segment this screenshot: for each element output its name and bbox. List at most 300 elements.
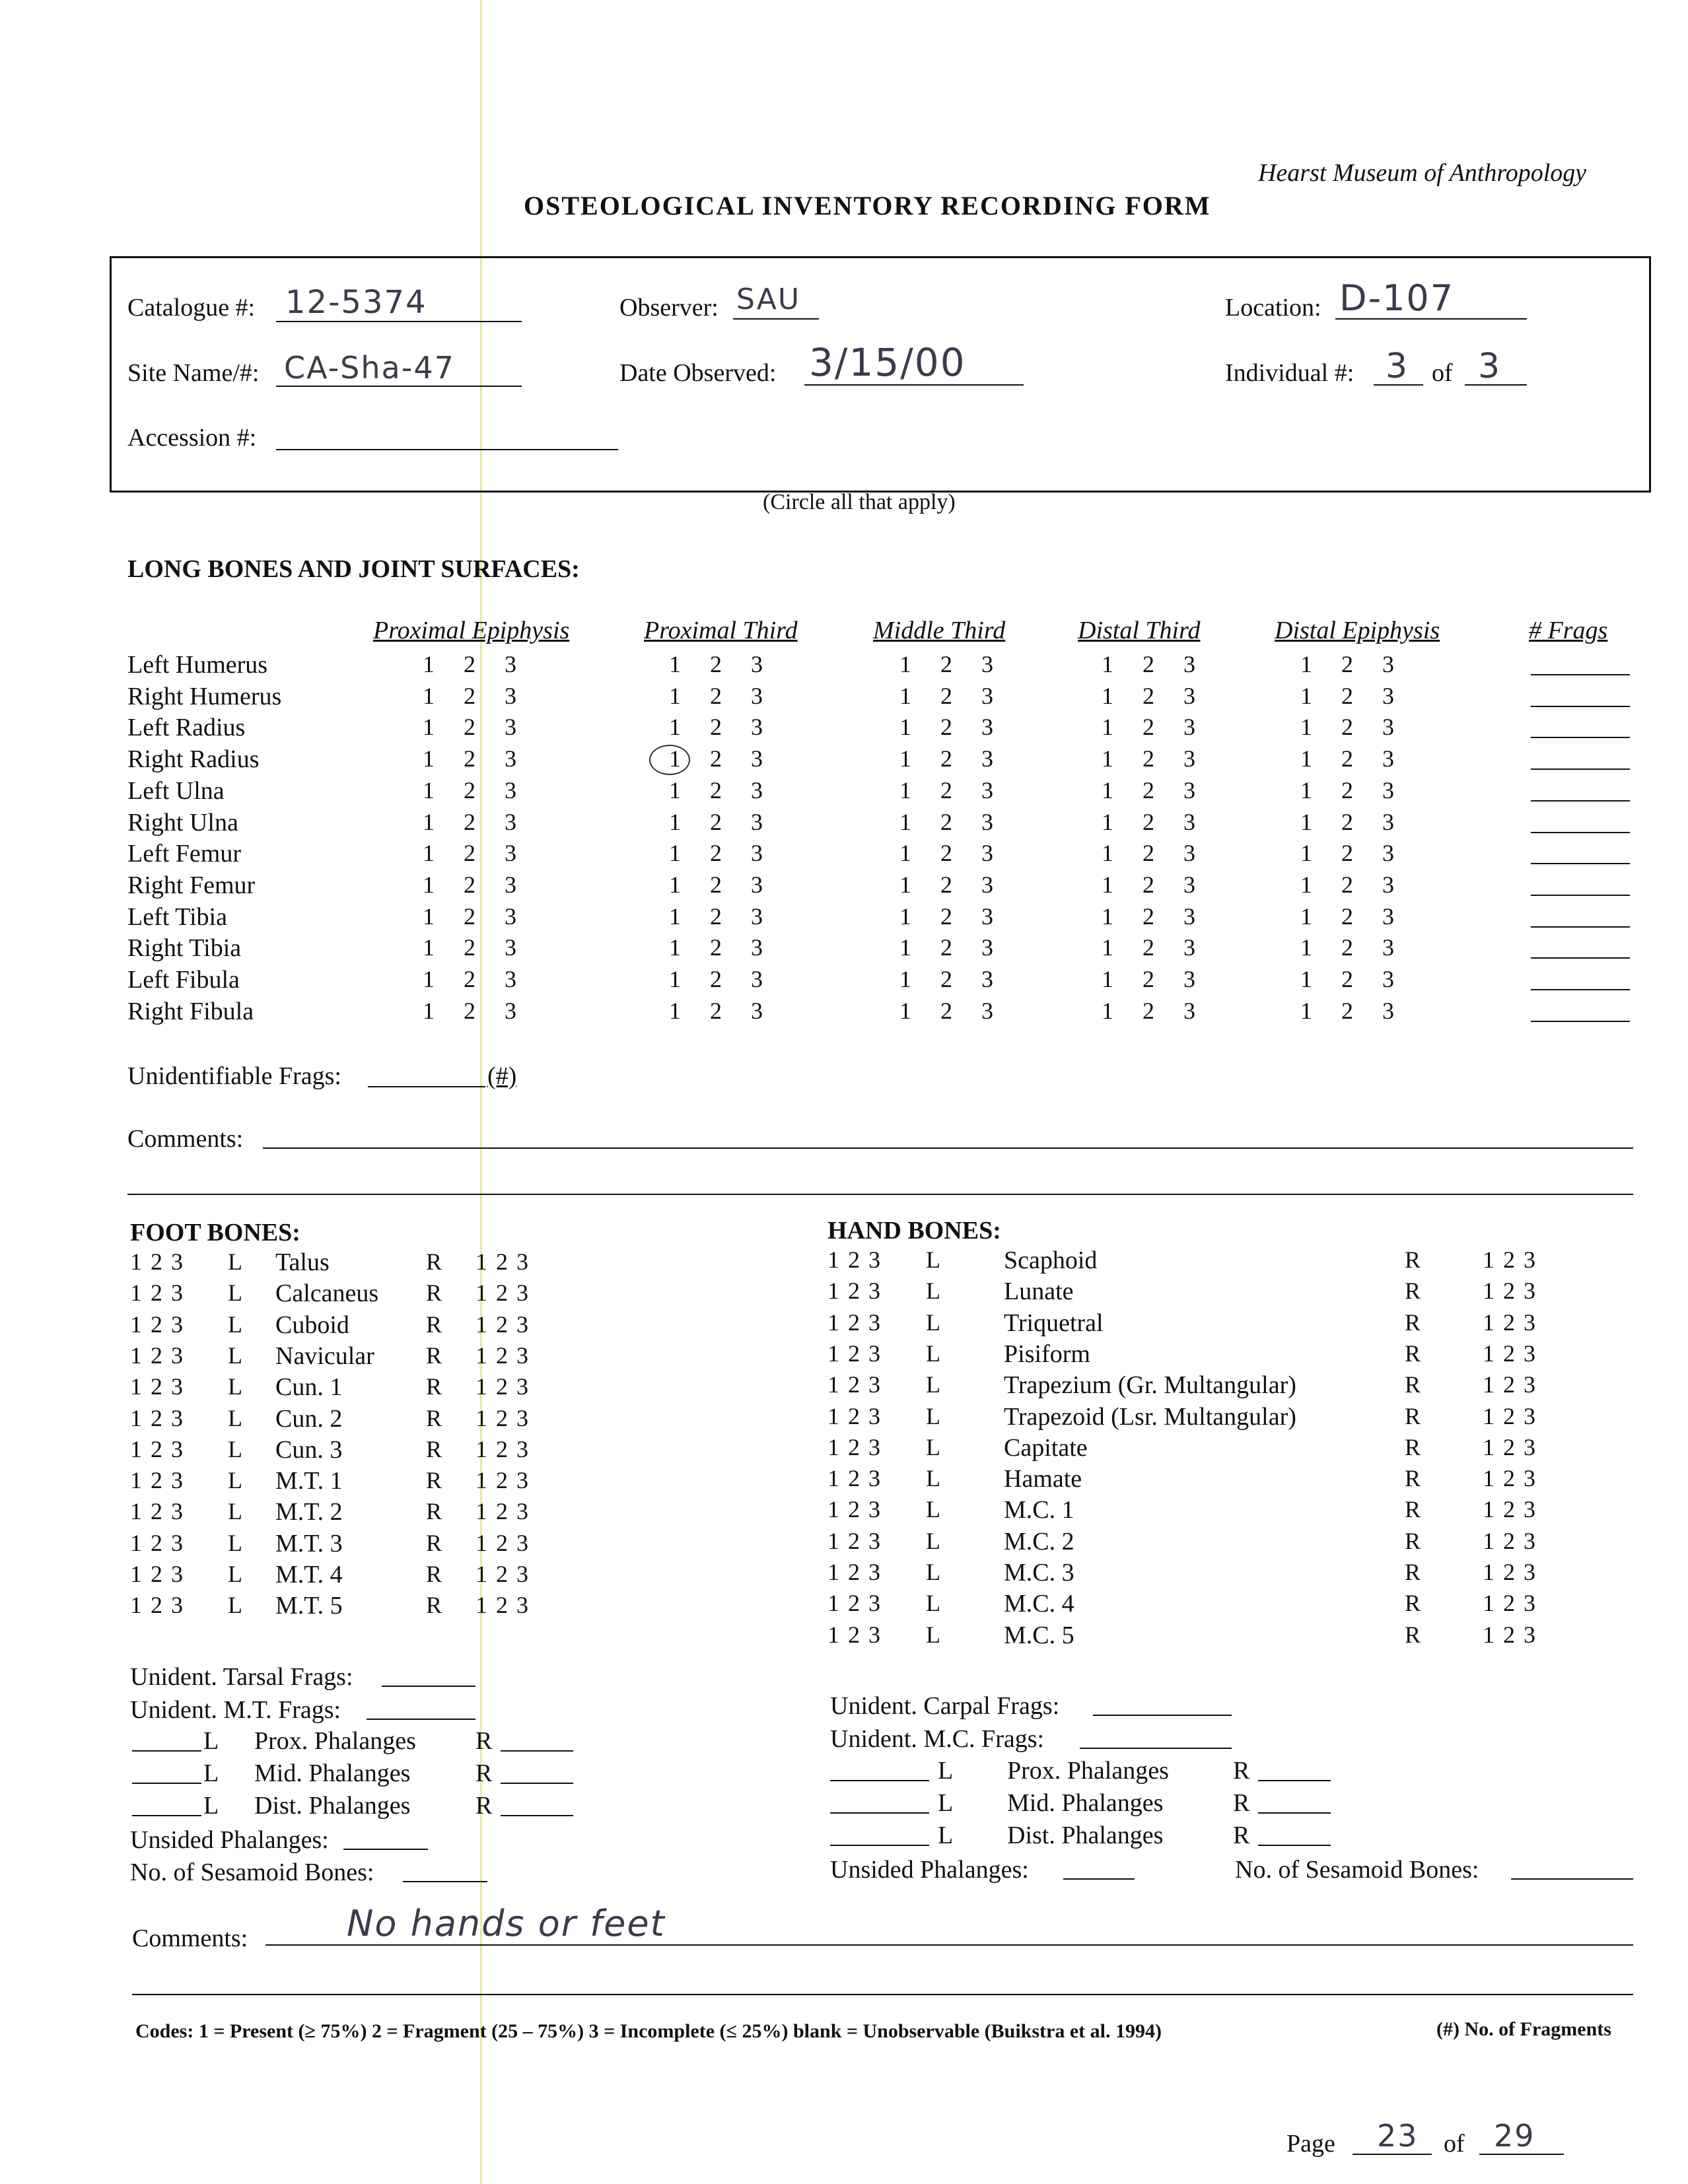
foot-right-codes-cun-1[interactable]: 1 2 3 [475,1373,528,1400]
foot-right-codes-navicular[interactable]: 1 2 3 [475,1342,528,1369]
code-left-radius-col1-3[interactable]: 3 [505,714,516,740]
code-right-femur-col3-2[interactable]: 2 [940,871,952,898]
code-left-femur-col2-2[interactable]: 2 [710,840,722,866]
hand-bone-capitate: Capitate [1004,1434,1088,1462]
code-left-tibia-col3-3[interactable]: 3 [981,903,993,930]
code-left-radius-col5-1[interactable]: 1 [1300,714,1312,740]
code-right-ulna-col2-3[interactable]: 3 [751,809,763,835]
frags-field-right-humerus[interactable] [1531,706,1630,707]
code-right-humerus-col4-1[interactable]: 1 [1102,683,1113,709]
code-right-tibia-col1-3[interactable]: 3 [505,934,516,961]
code-right-radius-col2-2[interactable]: 2 [710,745,722,772]
code-right-radius-col3-2[interactable]: 2 [940,745,952,772]
code-right-tibia-col4-3[interactable]: 3 [1183,934,1195,961]
foot-unsided-field[interactable] [343,1849,428,1850]
foot-left-field-prox-phalanges[interactable] [132,1750,201,1752]
code-left-ulna-col2-2[interactable]: 2 [710,777,722,803]
code-right-radius-col3-1[interactable]: 1 [899,745,911,772]
code-left-humerus-col1-3[interactable]: 3 [505,651,516,677]
hand-right-codes-m-c-1[interactable]: 1 2 3 [1483,1496,1535,1522]
code-right-ulna-col4-1[interactable]: 1 [1102,809,1113,835]
code-left-fibula-col5-3[interactable]: 3 [1382,966,1394,992]
hand-right-side-m-c-4: R [1405,1590,1421,1616]
date-value[interactable]: 3/15/00 [809,340,966,385]
foot-right-codes-calcaneus[interactable]: 1 2 3 [475,1280,528,1306]
foot-right-codes-m-t-5[interactable]: 1 2 3 [475,1592,528,1618]
code-right-fibula-col4-2[interactable]: 2 [1143,998,1154,1024]
code-left-humerus-col2-2[interactable]: 2 [710,651,722,677]
code-left-tibia-col4-3[interactable]: 3 [1183,903,1195,930]
code-right-radius-col1-2[interactable]: 2 [464,745,475,772]
code-left-tibia-col4-1[interactable]: 1 [1102,903,1113,930]
hand-left-codes-pisiform[interactable]: 1 2 3 [827,1340,880,1367]
row-label-right-radius: Right Radius [127,745,260,773]
code-right-femur-col4-1[interactable]: 1 [1102,871,1113,898]
long-bones-title: LONG BONES AND JOINT SURFACES: [127,555,580,583]
code-right-ulna-col3-1[interactable]: 1 [899,809,911,835]
code-left-radius-col3-3[interactable]: 3 [981,714,993,740]
code-right-fibula-col2-1[interactable]: 1 [669,998,681,1024]
code-right-radius-col5-1[interactable]: 1 [1300,745,1312,772]
code-left-ulna-col5-1[interactable]: 1 [1300,777,1312,803]
code-right-tibia-col3-3[interactable]: 3 [981,934,993,961]
code-left-humerus-col2-3[interactable]: 3 [751,651,763,677]
catalogue-value[interactable]: 12-5374 [285,284,427,321]
code-left-humerus-col1-1[interactable]: 1 [423,651,435,677]
page-total[interactable]: 29 [1494,2118,1535,2154]
comments-label: Comments: [132,1925,248,1952]
code-left-ulna-col1-3[interactable]: 3 [505,777,516,803]
code-right-femur-col2-3[interactable]: 3 [751,871,763,898]
code-right-radius-col1-1[interactable]: 1 [423,745,435,772]
code-left-humerus-col5-2[interactable]: 2 [1341,651,1353,677]
hand-left-codes-m-c-2[interactable]: 1 2 3 [827,1528,880,1554]
foot-right-codes-cuboid[interactable]: 1 2 3 [475,1311,528,1338]
hand-right-side-trapezoid-lsr-multangular: R [1405,1403,1421,1429]
code-right-femur-col4-3[interactable]: 3 [1183,871,1195,898]
code-right-radius-col4-2[interactable]: 2 [1143,745,1154,772]
long-comments-line-1[interactable] [263,1147,1633,1149]
foot-right-codes-m-t-1[interactable]: 1 2 3 [475,1467,528,1493]
code-right-tibia-col1-1[interactable]: 1 [423,934,435,961]
hand-left-codes-m-c-4[interactable]: 1 2 3 [827,1590,880,1616]
code-right-femur-col3-3[interactable]: 3 [981,871,993,898]
code-left-ulna-col4-3[interactable]: 3 [1183,777,1195,803]
foot-left-codes-calcaneus[interactable]: 1 2 3 [130,1280,183,1306]
hand-right-codes-hamate[interactable]: 1 2 3 [1483,1465,1535,1491]
hand-left-side-trapezoid-lsr-multangular: L [926,1403,940,1429]
individual-total[interactable]: 3 [1478,347,1502,386]
code-right-femur-col5-3[interactable]: 3 [1382,871,1394,898]
foot-left-codes-m-t-1[interactable]: 1 2 3 [130,1467,183,1493]
hand-right-codes-scaphoid[interactable]: 1 2 3 [1483,1246,1535,1273]
code-right-tibia-col2-1[interactable]: 1 [669,934,681,961]
hand-left-codes-triquetral[interactable]: 1 2 3 [827,1309,880,1336]
hand-left-codes-m-c-5[interactable]: 1 2 3 [827,1621,880,1648]
location-value[interactable]: D-107 [1339,277,1455,319]
code-left-humerus-col5-3[interactable]: 3 [1382,651,1394,677]
foot-left-codes-m-t-2[interactable]: 1 2 3 [130,1498,183,1524]
code-left-radius-col1-2[interactable]: 2 [464,714,475,740]
code-right-tibia-col4-1[interactable]: 1 [1102,934,1113,961]
code-right-femur-col2-1[interactable]: 1 [669,871,681,898]
tarsal-frags-field[interactable] [382,1686,475,1687]
code-left-tibia-col2-3[interactable]: 3 [751,903,763,930]
code-left-tibia-col2-1[interactable]: 1 [669,903,681,930]
hand-right-field-prox-phalanges[interactable] [1258,1780,1331,1781]
code-right-fibula-col3-3[interactable]: 3 [981,998,993,1024]
code-left-radius-col2-3[interactable]: 3 [751,714,763,740]
foot-left-codes-cun-2[interactable]: 1 2 3 [130,1405,183,1431]
long-comments-line-2[interactable] [127,1194,1633,1195]
frags-field-right-femur[interactable] [1531,895,1630,896]
code-left-humerus-col3-2[interactable]: 2 [940,651,952,677]
code-right-tibia-col5-2[interactable]: 2 [1341,934,1353,961]
code-right-tibia-col3-2[interactable]: 2 [940,934,952,961]
code-right-humerus-col2-3[interactable]: 3 [751,683,763,709]
frags-field-left-femur[interactable] [1531,863,1630,864]
mt-frags-field[interactable] [367,1719,475,1720]
code-left-humerus-col5-1[interactable]: 1 [1300,651,1312,677]
code-right-fibula-col1-3[interactable]: 3 [505,998,516,1024]
accession-label: Accession #: [127,424,257,452]
code-right-radius-col5-3[interactable]: 3 [1382,745,1394,772]
code-left-tibia-col4-2[interactable]: 2 [1143,903,1154,930]
hand-right-codes-pisiform[interactable]: 1 2 3 [1483,1340,1535,1367]
code-left-femur-col4-1[interactable]: 1 [1102,840,1113,866]
code-left-humerus-col1-2[interactable]: 2 [464,651,475,677]
frags-field-right-tibia[interactable] [1531,957,1630,959]
code-left-humerus-col4-2[interactable]: 2 [1143,651,1154,677]
code-left-tibia-col3-1[interactable]: 1 [899,903,911,930]
code-left-tibia-col1-1[interactable]: 1 [423,903,435,930]
code-right-ulna-col1-1[interactable]: 1 [423,809,435,835]
mc-frags-field[interactable] [1080,1748,1232,1749]
code-left-femur-col1-3[interactable]: 3 [505,840,516,866]
code-left-ulna-col1-2[interactable]: 2 [464,777,475,803]
hand-left-codes-capitate[interactable]: 1 2 3 [827,1434,880,1460]
foot-right-codes-m-t-4[interactable]: 1 2 3 [475,1561,528,1587]
hand-right-codes-m-c-2[interactable]: 1 2 3 [1483,1528,1535,1554]
code-left-ulna-col2-3[interactable]: 3 [751,777,763,803]
code-right-femur-col1-2[interactable]: 2 [464,871,475,898]
code-left-humerus-col2-1[interactable]: 1 [669,651,681,677]
hand-left-field-mid-phalanges[interactable] [830,1812,929,1814]
foot-left-codes-cun-3[interactable]: 1 2 3 [130,1436,183,1462]
code-right-humerus-col4-3[interactable]: 3 [1183,683,1195,709]
hand-sesamoid-field[interactable] [1511,1878,1633,1880]
frags-field-left-radius[interactable] [1531,737,1630,738]
code-left-ulna-col3-1[interactable]: 1 [899,777,911,803]
code-right-humerus-col4-2[interactable]: 2 [1143,683,1154,709]
code-left-fibula-col2-2[interactable]: 2 [710,966,722,992]
code-left-femur-col2-1[interactable]: 1 [669,840,681,866]
code-left-radius-col3-2[interactable]: 2 [940,714,952,740]
hand-right-codes-m-c-3[interactable]: 1 2 3 [1483,1559,1535,1585]
code-right-humerus-col5-2[interactable]: 2 [1341,683,1353,709]
code-right-ulna-col5-2[interactable]: 2 [1341,809,1353,835]
code-left-femur-col5-1[interactable]: 1 [1300,840,1312,866]
code-right-humerus-col2-2[interactable]: 2 [710,683,722,709]
code-right-fibula-col5-2[interactable]: 2 [1341,998,1353,1024]
code-left-ulna-col4-1[interactable]: 1 [1102,777,1113,803]
code-left-ulna-col3-2[interactable]: 2 [940,777,952,803]
code-right-femur-col5-1[interactable]: 1 [1300,871,1312,898]
foot-right-codes-m-t-2[interactable]: 1 2 3 [475,1498,528,1524]
code-right-femur-col4-2[interactable]: 2 [1143,871,1154,898]
code-right-fibula-col3-2[interactable]: 2 [940,998,952,1024]
code-right-humerus-col3-3[interactable]: 3 [981,683,993,709]
code-right-tibia-col2-3[interactable]: 3 [751,934,763,961]
foot-left-field-mid-phalanges[interactable] [132,1783,201,1784]
code-left-radius-col3-1[interactable]: 1 [899,714,911,740]
code-left-ulna-col5-2[interactable]: 2 [1341,777,1353,803]
code-right-radius-col2-3[interactable]: 3 [751,745,763,772]
hand-left-codes-trapezoid-lsr-multangular[interactable]: 1 2 3 [827,1403,880,1429]
hand-bone-pisiform: Pisiform [1004,1340,1090,1368]
code-left-radius-col5-2[interactable]: 2 [1341,714,1353,740]
frags-field-left-fibula[interactable] [1531,989,1630,990]
code-left-humerus-col4-3[interactable]: 3 [1183,651,1195,677]
code-right-tibia-col2-2[interactable]: 2 [710,934,722,961]
code-left-tibia-col5-3[interactable]: 3 [1382,903,1394,930]
code-left-tibia-col5-1[interactable]: 1 [1300,903,1312,930]
code-left-femur-col1-2[interactable]: 2 [464,840,475,866]
comments-line-1[interactable] [265,1944,1633,1946]
code-left-tibia-col3-2[interactable]: 2 [940,903,952,930]
foot-left-codes-cuboid[interactable]: 1 2 3 [130,1311,183,1338]
code-left-tibia-col2-2[interactable]: 2 [710,903,722,930]
site-value[interactable]: CA-Sha-47 [284,350,455,386]
code-left-humerus-col3-1[interactable]: 1 [899,651,911,677]
hand-right-codes-triquetral[interactable]: 1 2 3 [1483,1309,1535,1336]
hand-right-codes-capitate[interactable]: 1 2 3 [1483,1434,1535,1460]
foot-right-codes-talus[interactable]: 1 2 3 [475,1248,528,1275]
code-left-ulna-col2-1[interactable]: 1 [669,777,681,803]
foot-left-side-m-t-2: L [228,1498,242,1524]
foot-right-codes-cun-3[interactable]: 1 2 3 [475,1436,528,1462]
code-left-radius-col4-3[interactable]: 3 [1183,714,1195,740]
code-left-tibia-col1-3[interactable]: 3 [505,903,516,930]
code-right-humerus-col2-1[interactable]: 1 [669,683,681,709]
comments-line-2[interactable] [132,1994,1633,1995]
code-right-ulna-col3-3[interactable]: 3 [981,809,993,835]
hand-right-side-m-c-5: R [1405,1621,1421,1648]
code-left-fibula-col5-1[interactable]: 1 [1300,966,1312,992]
hand-left-field-prox-phalanges[interactable] [830,1780,929,1781]
hand-left-codes-scaphoid[interactable]: 1 2 3 [827,1246,880,1273]
foot-left-codes-m-t-3[interactable]: 1 2 3 [130,1530,183,1556]
code-right-ulna-col1-2[interactable]: 2 [464,809,475,835]
code-left-femur-col5-3[interactable]: 3 [1382,840,1394,866]
code-right-radius-col2-1[interactable]: 1 [669,745,681,772]
code-right-radius-col4-3[interactable]: 3 [1183,745,1195,772]
hand-left-codes-m-c-1[interactable]: 1 2 3 [827,1496,880,1522]
code-right-ulna-col5-3[interactable]: 3 [1382,809,1394,835]
code-left-femur-col4-2[interactable]: 2 [1143,840,1154,866]
code-right-fibula-col1-1[interactable]: 1 [423,998,435,1024]
code-right-tibia-col3-1[interactable]: 1 [899,934,911,961]
code-left-fibula-col3-3[interactable]: 3 [981,966,993,992]
code-right-fibula-col5-1[interactable]: 1 [1300,998,1312,1024]
foot-right-side-cun-3: R [426,1436,442,1462]
code-right-ulna-col5-1[interactable]: 1 [1300,809,1312,835]
hand-left-field-dist-phalanges[interactable] [830,1845,929,1846]
code-right-femur-col5-2[interactable]: 2 [1341,871,1353,898]
code-left-tibia-col1-2[interactable]: 2 [464,903,475,930]
foot-left-field-dist-phalanges[interactable] [132,1815,201,1816]
hand-right-codes-m-c-4[interactable]: 1 2 3 [1483,1590,1535,1616]
code-right-fibula-col4-3[interactable]: 3 [1183,998,1195,1024]
code-left-humerus-col3-3[interactable]: 3 [981,651,993,677]
col-distal-epiphysis: Distal Epiphysis [1275,617,1440,644]
observer-value[interactable]: SAU [736,283,801,316]
code-right-tibia-col1-2[interactable]: 2 [464,934,475,961]
code-left-femur-col3-1[interactable]: 1 [899,840,911,866]
code-left-fibula-col5-2[interactable]: 2 [1341,966,1353,992]
code-left-radius-col4-2[interactable]: 2 [1143,714,1154,740]
code-right-humerus-col3-2[interactable]: 2 [940,683,952,709]
foot-right-field-dist-phalanges[interactable] [501,1815,573,1816]
code-right-ulna-col4-3[interactable]: 3 [1183,809,1195,835]
code-left-radius-col5-3[interactable]: 3 [1382,714,1394,740]
code-left-femur-col3-2[interactable]: 2 [940,840,952,866]
code-left-fibula-col2-1[interactable]: 1 [669,966,681,992]
code-right-ulna-col2-2[interactable]: 2 [710,809,722,835]
hand-unsided-field[interactable] [1063,1878,1135,1880]
code-left-fibula-col3-2[interactable]: 2 [940,966,952,992]
hand-right-side-m-c-1: R [1405,1496,1421,1522]
frags-field-right-ulna[interactable] [1531,832,1630,833]
foot-left-codes-cun-1[interactable]: 1 2 3 [130,1373,183,1400]
code-right-ulna-col3-2[interactable]: 2 [940,809,952,835]
code-right-femur-col1-1[interactable]: 1 [423,871,435,898]
hand-right-field-mid-phalanges[interactable] [1258,1812,1331,1814]
code-right-tibia-col4-2[interactable]: 2 [1143,934,1154,961]
code-left-femur-col2-3[interactable]: 3 [751,840,763,866]
code-right-ulna-col2-1[interactable]: 1 [669,809,681,835]
code-right-radius-col5-2[interactable]: 2 [1341,745,1353,772]
code-right-femur-col2-2[interactable]: 2 [710,871,722,898]
row-label-right-ulna: Right Ulna [127,809,238,836]
code-left-ulna-col5-3[interactable]: 3 [1382,777,1394,803]
unidentifiable-frags-field[interactable] [368,1086,485,1087]
carpal-frags-field[interactable] [1093,1715,1232,1716]
code-left-fibula-col1-2[interactable]: 2 [464,966,475,992]
code-right-radius-col1-3[interactable]: 3 [505,745,516,772]
frags-field-left-humerus[interactable] [1531,674,1630,675]
foot-right-field-prox-phalanges[interactable] [501,1750,573,1752]
code-left-fibula-col2-3[interactable]: 3 [751,966,763,992]
hand-left-codes-lunate[interactable]: 1 2 3 [827,1278,880,1304]
foot-right-side-cun-1: R [426,1373,442,1400]
code-left-tibia-col5-2[interactable]: 2 [1341,903,1353,930]
code-left-radius-col2-2[interactable]: 2 [710,714,722,740]
code-right-humerus-col1-2[interactable]: 2 [464,683,475,709]
code-right-fibula-col2-3[interactable]: 3 [751,998,763,1024]
frags-field-left-ulna[interactable] [1531,800,1630,802]
code-left-fibula-col4-2[interactable]: 2 [1143,966,1154,992]
foot-right-field-mid-phalanges[interactable] [501,1783,573,1784]
code-left-fibula-col4-1[interactable]: 1 [1102,966,1113,992]
code-left-fibula-col4-3[interactable]: 3 [1183,966,1195,992]
code-left-ulna-col4-2[interactable]: 2 [1143,777,1154,803]
code-right-humerus-col5-1[interactable]: 1 [1300,683,1312,709]
page-value[interactable]: 23 [1377,2118,1419,2154]
foot-left-codes-m-t-5[interactable]: 1 2 3 [130,1592,183,1618]
hand-bone-hamate: Hamate [1004,1465,1082,1493]
hand-left-codes-m-c-3[interactable]: 1 2 3 [827,1559,880,1585]
hand-left-codes-hamate[interactable]: 1 2 3 [827,1465,880,1491]
code-left-radius-col2-1[interactable]: 1 [669,714,681,740]
code-right-femur-col1-3[interactable]: 3 [505,871,516,898]
foot-left-codes-m-t-4[interactable]: 1 2 3 [130,1561,183,1587]
code-right-ulna-col1-3[interactable]: 3 [505,809,516,835]
code-right-humerus-col3-1[interactable]: 1 [899,683,911,709]
code-right-fibula-col3-1[interactable]: 1 [899,998,911,1024]
code-left-femur-col5-2[interactable]: 2 [1341,840,1353,866]
frags-field-right-fibula[interactable] [1531,1021,1630,1022]
code-left-humerus-col4-1[interactable]: 1 [1102,651,1113,677]
code-left-radius-col1-1[interactable]: 1 [423,714,435,740]
foot-right-codes-cun-2[interactable]: 1 2 3 [475,1405,528,1431]
individual-value[interactable]: 3 [1386,347,1409,386]
code-right-humerus-col1-1[interactable]: 1 [423,683,435,709]
code-right-humerus-col1-3[interactable]: 3 [505,683,516,709]
code-right-tibia-col5-3[interactable]: 3 [1382,934,1394,961]
foot-right-side-m-t-4: R [426,1561,442,1587]
foot-left-codes-talus[interactable]: 1 2 3 [130,1248,183,1275]
code-right-humerus-col5-3[interactable]: 3 [1382,683,1394,709]
code-right-fibula-col2-2[interactable]: 2 [710,998,722,1024]
code-right-radius-col4-1[interactable]: 1 [1102,745,1113,772]
hand-right-codes-trapezoid-lsr-multangular[interactable]: 1 2 3 [1483,1403,1535,1429]
code-right-fibula-col4-1[interactable]: 1 [1102,998,1113,1024]
page-label: Page [1286,2130,1335,2158]
code-right-fibula-col1-2[interactable]: 2 [464,998,475,1024]
code-left-ulna-col1-1[interactable]: 1 [423,777,435,803]
code-right-radius-col3-3[interactable]: 3 [981,745,993,772]
frags-field-left-tibia[interactable] [1531,926,1630,928]
code-left-femur-col1-1[interactable]: 1 [423,840,435,866]
code-left-radius-col4-1[interactable]: 1 [1102,714,1113,740]
foot-left-codes-navicular[interactable]: 1 2 3 [130,1342,183,1369]
comments-value[interactable]: No hands or feet [347,1903,666,1944]
hand-right-field-dist-phalanges[interactable] [1258,1845,1331,1846]
accession-field[interactable] [276,449,618,450]
hand-left-codes-trapezium-gr-multangular[interactable]: 1 2 3 [827,1371,880,1398]
foot-bone-m-t-4: M.T. 4 [275,1561,343,1588]
hand-right-codes-trapezium-gr-multangular[interactable]: 1 2 3 [1483,1371,1535,1398]
code-left-fibula-col3-1[interactable]: 1 [899,966,911,992]
code-left-femur-col3-3[interactable]: 3 [981,840,993,866]
code-right-ulna-col4-2[interactable]: 2 [1143,809,1154,835]
foot-right-codes-m-t-3[interactable]: 1 2 3 [475,1530,528,1556]
hand-bone-m-c-3: M.C. 3 [1004,1559,1074,1587]
code-right-femur-col3-1[interactable]: 1 [899,871,911,898]
code-right-fibula-col5-3[interactable]: 3 [1382,998,1394,1024]
code-left-fibula-col1-3[interactable]: 3 [505,966,516,992]
hand-right-codes-lunate[interactable]: 1 2 3 [1483,1278,1535,1304]
frags-field-right-radius[interactable] [1531,768,1630,770]
code-left-ulna-col3-3[interactable]: 3 [981,777,993,803]
code-right-tibia-col5-1[interactable]: 1 [1300,934,1312,961]
hand-right-codes-m-c-5[interactable]: 1 2 3 [1483,1621,1535,1648]
code-left-fibula-col1-1[interactable]: 1 [423,966,435,992]
foot-sesamoid-field[interactable] [403,1881,487,1882]
foot-bone-calcaneus: Calcaneus [275,1280,379,1307]
code-left-femur-col4-3[interactable]: 3 [1183,840,1195,866]
